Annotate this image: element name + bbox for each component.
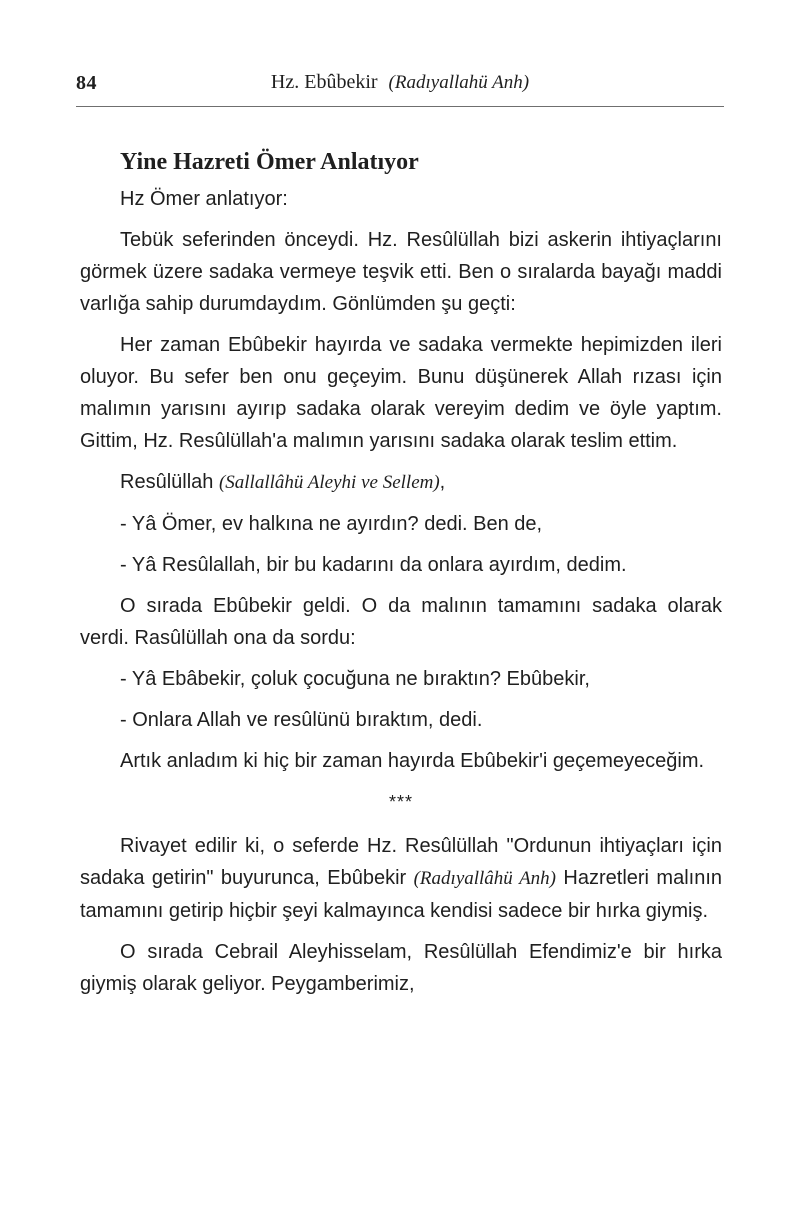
honorific-italic: (Sallallâhü Aleyhi ve Sellem)	[218, 472, 440, 493]
running-head	[76, 71, 724, 94]
paragraph: Artık anladım ki hiç bir zaman hayırda Ebûbekir'i geçemeyeceğim.	[120, 750, 705, 772]
paragraph: O sırada Cebrail Aleyhisselam, Resûlüllah Efendimiz'e bir hırka giymiş olarak geliyor. Peygamberimiz,	[80, 941, 722, 995]
paragraph: O sırada Ebûbekir geldi. O da malının tamamını sadaka olarak verdi. Rasûlüllah ona da sordu:	[80, 595, 722, 649]
section-separator: ***	[388, 792, 413, 812]
page-number: 84	[76, 72, 97, 94]
paragraph: - Yâ Resûlallah, bir bu kadarını da onlara ayırdım, dedim.	[120, 554, 627, 576]
paragraph: - Yâ Ömer, ev halkına ne ayırdın? dedi. Ben de,	[120, 513, 543, 535]
paragraph-text: ,	[439, 471, 446, 493]
paragraph-text: Resûlüllah	[120, 471, 219, 493]
section-heading: Yine Hazreti Ömer Anlatıyor	[120, 149, 419, 175]
paragraph: Hz Ömer anlatıyor:	[120, 188, 288, 210]
page-header	[76, 66, 724, 107]
paragraph: Her zaman Ebûbekir hayırda ve sadaka vermekte hepimizden ileri oluyor. Bu sefer ben onu geçeyim. Bunu düşünerek Allah rızası için malımın yarısını ayırıp sadaka olarak vereyim dedim ve öyle yaptım. Gittim, Hz. Resûlüllah'a malımın yarısını sadaka olarak teslim ettim.	[80, 334, 722, 452]
running-head-title: Hz. Ebûbekir	[270, 71, 378, 93]
paragraph-text: Rivayet edilir ki, o seferde Hz. Resûlüllah "Ordunun ihtiyaçları için sadaka getirin" buyurunca, Ebûbekir	[80, 835, 722, 889]
page-body	[80, 145, 722, 1009]
paragraph: Tebük seferinden önceydi. Hz. Resûlüllah bizi askerin ihtiyaçlarını görmek üzere sadaka vermeye teşvik etti. Ben o sıralarda bayağı maddi varlığa sahip durumdaydım. Gönlümden şu geçti:	[80, 229, 722, 315]
paragraph: - Yâ Ebâbekir, çoluk çocuğuna ne bıraktın? Ebûbekir,	[120, 668, 590, 690]
paragraph: - Onlara Allah ve resûlünü bıraktım, dedi.	[120, 709, 483, 731]
paragraph	[80, 466, 722, 499]
paragraph-text: Hazretleri malının tamamını getirip hiçbir şeyi kalmayınca kendisi sadece bir hırka giymiş.	[80, 867, 723, 922]
paragraph	[80, 830, 722, 927]
honorific-italic: (Radıyallâhü Anh)	[413, 868, 557, 889]
running-head-italic: (Radıyallahü Anh)	[388, 72, 530, 93]
